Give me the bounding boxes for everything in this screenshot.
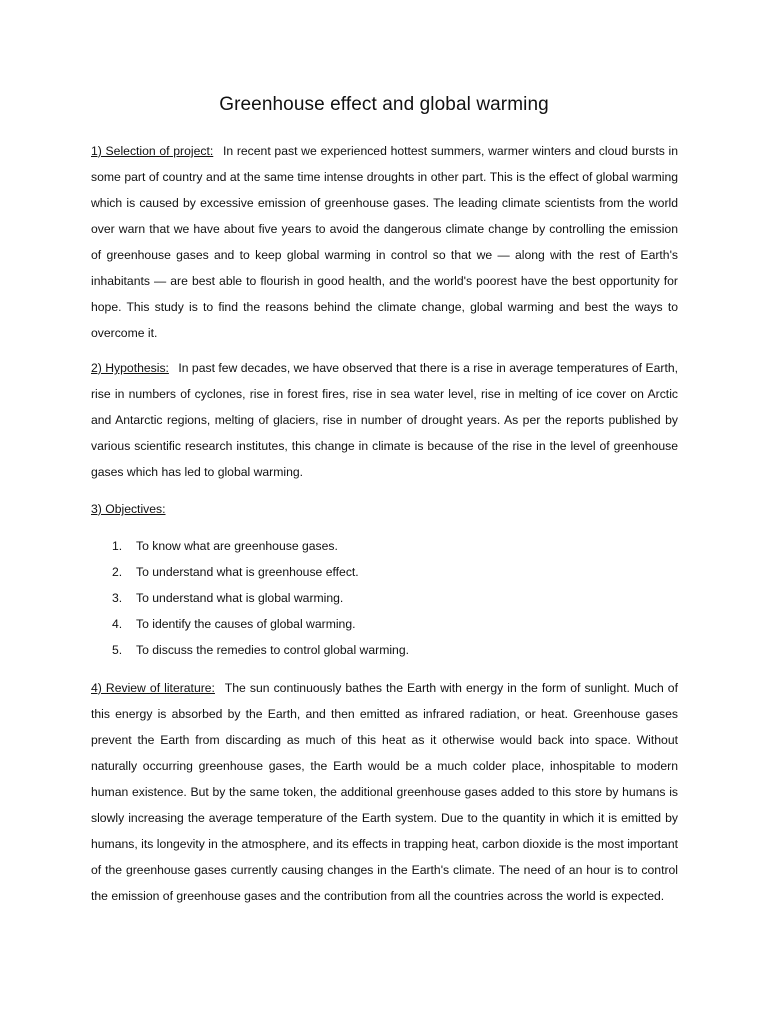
section-heading: 3) Objectives:	[91, 502, 166, 516]
section-body: In past few decades, we have observed that there is a rise in average temperatures of Earth, rise in numbers of cyclones, rise in forest fires, rise in sea water level, rise in melting of ice cover on Arctic and Antarctic regions, melting of glaciers, rise in number of drought years. As per the reports published by various scientific research institutes, this change in climate is because of the rise in the level of greenhouse gases which has led to global warming.	[91, 361, 678, 479]
list-item-text: To identify the causes of global warming.	[136, 617, 356, 631]
list-item-number: 5.	[112, 643, 123, 657]
list-item-number: 2.	[112, 565, 123, 579]
section-heading: 4) Review of literature:	[91, 681, 215, 695]
list-item-number: 3.	[112, 591, 123, 605]
document-title: Greenhouse effect and global warming	[219, 94, 549, 115]
section-review-of-literature	[91, 675, 678, 909]
list-item	[112, 637, 409, 663]
list-item-text: To understand what is greenhouse effect.	[136, 565, 359, 579]
list-item	[112, 611, 409, 637]
section-hypothesis	[91, 355, 678, 485]
list-item-text: To discuss the remedies to control global warming.	[136, 643, 409, 657]
section-body: The sun continuously bathes the Earth with energy in the form of sunlight. Much of this energy is absorbed by the Earth, and then emitted as infrared radiation, or heat. Greenhouse gases prevent the Earth from discarding as much of this heat as it otherwise would back into space. Without naturally occurring greenhouse gases, the Earth would be a much colder place, inhospitable to modern human existence. But by the same token, the additional greenhouse gases added to this store by humans is slowly increasing the average temperature of the Earth system. Due to the quantity in which it is emitted by humans, its longevity in the atmosphere, and its effects in trapping heat, carbon dioxide is the most important of the greenhouse gases currently causing changes in the Earth's climate. The need of an hour is to control the emission of greenhouse gases and the contribution from all the countries across the world is expected.	[91, 681, 678, 903]
list-item	[112, 585, 409, 611]
objectives-list	[112, 533, 409, 663]
list-item-number: 4.	[112, 617, 123, 631]
list-item	[112, 559, 409, 585]
section-objectives	[91, 496, 678, 522]
list-item-text: To know what are greenhouse gases.	[136, 539, 338, 553]
section-heading: 2) Hypothesis:	[91, 361, 169, 375]
section-body: In recent past we experienced hottest summers, warmer winters and cloud bursts in some part of country and at the same time intense droughts in other part. This is the effect of global warming which is caused by excessive emission of greenhouse gases. The leading climate scientists from the world over warn that we have about five years to avoid the dangerous climate change by controlling the emission of greenhouse gases and to keep global warming in control so that we — along with the rest of Earth's inhabitants — are best able to flourish in good health, and the world's poorest have the best opportunity for hope. This study is to find the reasons behind the climate change, global warming and best the ways to overcome it.	[91, 144, 679, 340]
list-item-text: To understand what is global warming.	[136, 591, 344, 605]
section-selection-of-project	[91, 138, 678, 346]
list-item-number: 1.	[112, 539, 123, 553]
section-heading: 1) Selection of project:	[91, 144, 214, 158]
list-item	[112, 533, 409, 559]
